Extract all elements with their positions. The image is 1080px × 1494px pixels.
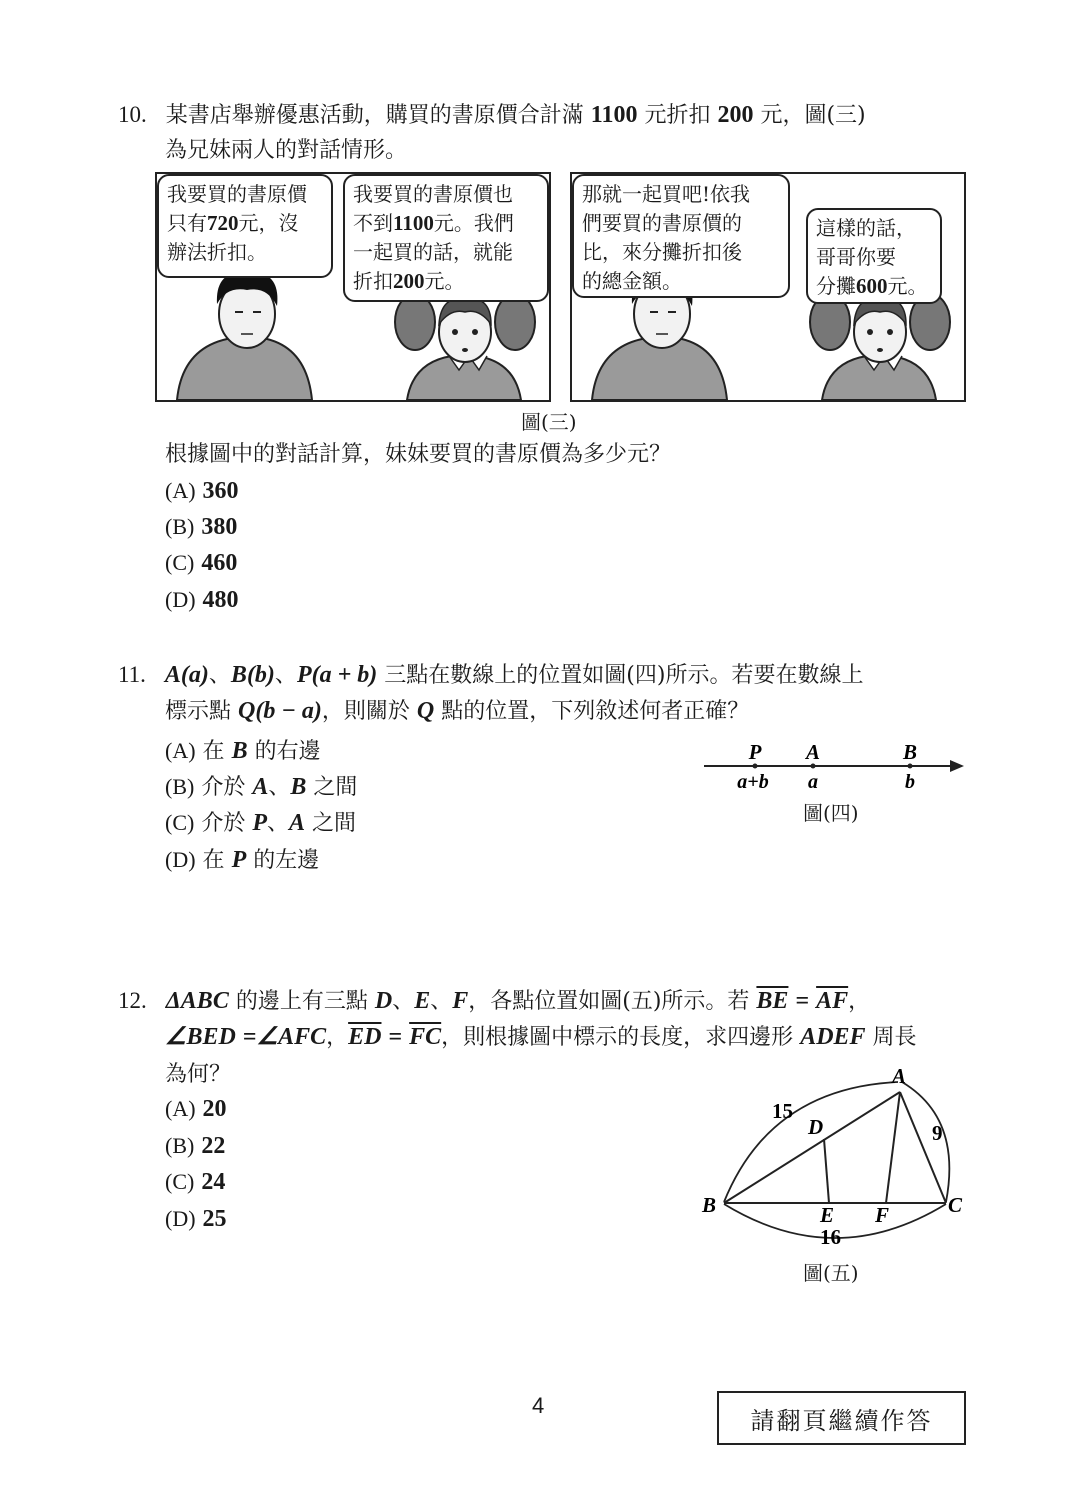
- vertex-d-label: D: [808, 1115, 824, 1139]
- point-b-label: B: [902, 740, 918, 764]
- number-line-figure: [700, 735, 970, 805]
- q10-option-a: (A) 360: [165, 478, 239, 504]
- q11-option-b: (B) 介於 A、B 之間: [165, 774, 358, 800]
- length-bc-label: 16: [820, 1225, 841, 1249]
- q12-option-a: (A) 20: [165, 1096, 227, 1122]
- bubble-boy-1: 我要買的書原價 只有720元，沒 辦法折扣。: [157, 174, 333, 278]
- segment-af: [886, 1092, 900, 1203]
- q10-line1: 10. 某書店舉辦優惠活動，購買的書原價合計滿 1100 元折扣 200 元，圖(三): [118, 102, 866, 128]
- turn-page-box: [717, 1391, 966, 1445]
- vertex-a-label: A: [892, 1064, 907, 1088]
- boy-figure: [177, 272, 312, 400]
- length-ac-label: 9: [932, 1121, 943, 1145]
- point-a-label: A: [805, 740, 821, 764]
- point-b-value: b: [905, 771, 915, 793]
- figure-3-caption: 圖(三): [521, 410, 577, 434]
- q11-option-d: (D) 在 P 的左邊: [165, 847, 320, 873]
- vertex-e-label: E: [820, 1203, 835, 1227]
- q11-line1: 11. A(a)、B(b)、P(a + b) 三點在數線上的位置如圖(四)所示。若要在數線上: [118, 662, 864, 688]
- q12-option-d: (D) 25: [165, 1206, 227, 1232]
- q12-line2: ∠BED =∠AFC，$\overline{ED} = \overline{FC}$，則根據圖中標示的長度，求四邊形 ADEF 周長: [165, 1024, 917, 1050]
- comic-panel-right: [570, 172, 966, 402]
- turn-page-text: 請翻頁繼續作答: [750, 1406, 933, 1435]
- q12-option-b: (B) 22: [165, 1133, 226, 1159]
- q10-number: 10.: [118, 102, 147, 127]
- q10-line2: 為兄妹兩人的對話情形。: [165, 138, 408, 163]
- q12-option-c: (C) 24: [165, 1169, 226, 1195]
- length-ba-label: 15: [772, 1099, 793, 1123]
- figure-4-caption: 圖(四): [803, 801, 859, 825]
- girl-figure: [810, 294, 950, 400]
- q11-line2: 標示點 Q(b − a)，則關於 Q 點的位置，下列敘述何者正確？: [165, 698, 750, 724]
- q10-question: 根據圖中的對話計算，妹妹要買的書原價為多少元？: [165, 442, 672, 467]
- segment-de: [824, 1139, 829, 1203]
- q10-option-d: (D) 480: [165, 587, 239, 613]
- q12-line1: 12. ΔABC 的邊上有三點 D、E、F，各點位置如圖(五)所示。若 $\overline{BE} = \overline{AF}$，: [118, 988, 871, 1014]
- bubble-boy-2: 那就一起買吧!依我 們要買的書原價的 比，來分攤折扣後 的總金額。: [572, 174, 790, 298]
- figure-5-caption: 圖(五): [803, 1261, 859, 1285]
- triangle-figure: [690, 1058, 980, 1258]
- point-p-label: P: [748, 740, 762, 764]
- point-b-dot: [908, 764, 913, 769]
- side-ab: [724, 1092, 900, 1203]
- comic-panel-left: [155, 172, 551, 402]
- q10-option-c: (C) 460: [165, 550, 238, 576]
- q11-option-c: (C) 介於 P、A 之間: [165, 810, 357, 836]
- point-p-dot: [753, 764, 758, 769]
- page-number: 4: [532, 1393, 545, 1418]
- bubble-girl-2: 這樣的話， 哥哥你要 分攤600元。: [806, 208, 942, 304]
- vertex-c-label: C: [948, 1193, 963, 1217]
- side-ac: [900, 1092, 946, 1203]
- point-a-dot: [811, 764, 816, 769]
- point-p-value: a+b: [737, 771, 769, 793]
- vertex-b-label: B: [702, 1193, 717, 1217]
- arc-ba: [724, 1082, 898, 1202]
- q10-option-b: (B) 380: [165, 514, 238, 540]
- q12-number: 12.: [118, 988, 147, 1013]
- point-a-value: a: [808, 771, 818, 793]
- q11-option-a: (A) 在 B 的右邊: [165, 738, 321, 764]
- number-line-arrow: [950, 760, 964, 772]
- q11-number: 11.: [118, 662, 146, 687]
- bubble-girl-1: 我要買的書原價也 不到1100元。我們 一起買的話，就能 折扣200元。: [343, 174, 549, 302]
- q12-line3: 為何？: [165, 1062, 232, 1087]
- vertex-f-label: F: [875, 1203, 890, 1227]
- girl-figure: [395, 294, 535, 400]
